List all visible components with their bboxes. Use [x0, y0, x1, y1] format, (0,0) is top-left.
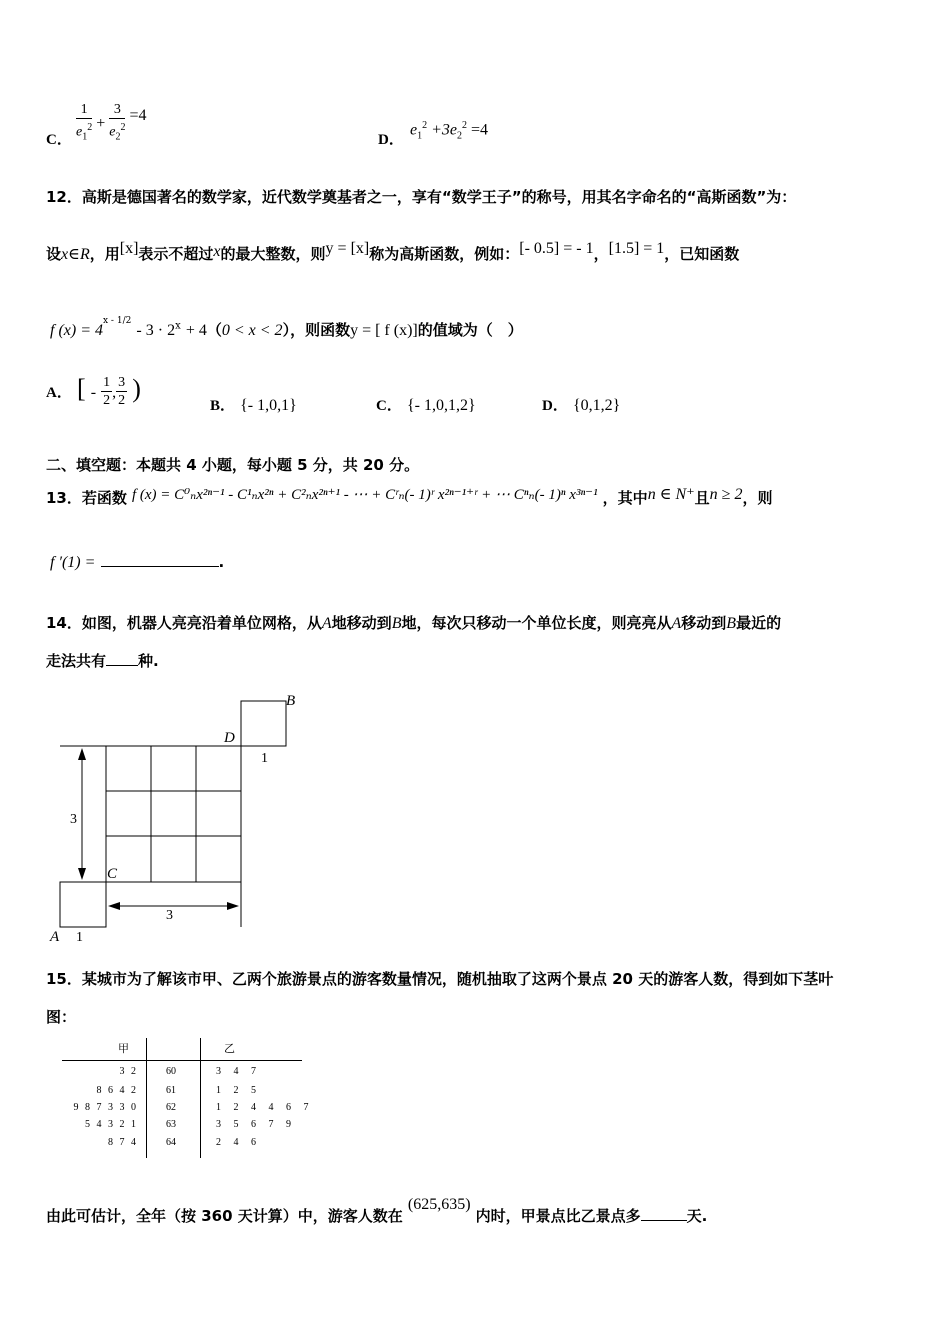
- figure-label-three-horizontal: 3: [166, 908, 173, 923]
- q14-stem-line1: 14．如图，机器人亮亮沿着单位网格，从A地移动到B地，每次只移动一个单位长度，则亮亮从A移动到B最近的: [46, 614, 782, 632]
- stem-leaf-right-row: 3 4 7: [216, 1066, 256, 1077]
- figure-label-b: B: [286, 693, 296, 709]
- figure-label-one-top: 1: [261, 751, 268, 766]
- q12-option-c[interactable]: C． {- 1,0,1,2}: [376, 397, 476, 414]
- q13-answer-blank[interactable]: [101, 566, 219, 567]
- stem-leaf-left-row: 5 4 3 2 1: [85, 1119, 136, 1130]
- q14-stem-line2: 走法共有 种.: [46, 652, 159, 670]
- stem-leaf-stem: 61: [166, 1085, 176, 1096]
- q12-option-a-text: [- 1/2 , 3/2): [46, 420, 51, 421]
- q13-answer: f ′(1) = .: [50, 553, 225, 571]
- stem-leaf-stem: 63: [166, 1119, 176, 1130]
- figure-label-three-vertical: 3: [70, 812, 77, 827]
- q12-option-a[interactable]: A． [ - $\frac{1}{2}$ , $\frac{3}{2}$ ): [46, 374, 141, 408]
- stem-leaf-right-row: 1 2 5: [216, 1085, 256, 1096]
- stem-leaf-left-header: 甲: [118, 1042, 129, 1055]
- figure-label-d: D: [224, 730, 235, 746]
- figure-label-one-bottom: 1: [76, 930, 83, 945]
- stem-leaf-right-row: 3 5 6 7 9: [216, 1119, 291, 1130]
- stem-leaf-plot: [48, 1034, 338, 1164]
- q11-option-c-expr: $\frac{1}{e_1^2}$ + $\frac{3}{e_2^2}$ =4: [76, 102, 147, 143]
- stem-leaf-header-line: [62, 1060, 302, 1061]
- stem-leaf-left-row: 9 8 7 3 3 0: [73, 1102, 136, 1113]
- q11-option-c-label: C．: [46, 132, 72, 148]
- q11-option-d-label: D．: [378, 132, 404, 148]
- stem-leaf-right-header: 乙: [224, 1042, 235, 1055]
- q12-stem-line2: 设x∈R，用[x]表示不超过x的最大整数，则y = [x]称为高斯函数，例如：[- 0.5] = - 1，[1.5] = 1，已知函数: [46, 240, 740, 263]
- q14-answer-blank[interactable]: [106, 665, 138, 666]
- figure-label-a: A: [50, 929, 60, 945]
- q15-stem-line2: 图：: [46, 1008, 77, 1026]
- q12-option-b[interactable]: B． {- 1,0,1}: [210, 397, 297, 414]
- q11-option-d-expr: $e_1^2 +3e_2^2 =4$: [410, 120, 489, 142]
- stem-leaf-stem: 62: [166, 1102, 176, 1113]
- stem-leaf-left-row: 3 2: [119, 1066, 136, 1077]
- q12-function-line: f $(x) = 4^{x - 1/2} - 3 \cdot 2^x + 4(0 < x < 2)$，则函数y = [ f (x)]的值域为（ ）: [50, 316, 523, 339]
- stem-leaf-stem: 60: [166, 1066, 176, 1077]
- stem-leaf-left-row: 8 6 4 2: [96, 1085, 136, 1096]
- stem-leaf-stem: 64: [166, 1137, 176, 1148]
- stem-leaf-right-row: 1 2 4 4 6 7: [216, 1102, 309, 1113]
- q15-answer-blank[interactable]: [641, 1220, 687, 1221]
- stem-leaf-right-row: 2 4 6: [216, 1137, 256, 1148]
- figure-label-c: C: [107, 866, 118, 882]
- q12-stem-line1: 12．高斯是德国著名的数学家，近代数学奠基者之一，享有“数学王子”的称号，用其名字命名的“高斯函数”为：: [46, 188, 797, 206]
- q13-stem: 13．若函数 f (x) = C⁰ₙx²ⁿ⁻¹ - C¹ₙx²ⁿ + C²ₙx²ⁿ⁺¹ - ⋯ + Cʳₙ(- 1)ʳ x²ⁿ⁻¹⁺ʳ + ⋯ Cⁿₙ(- 1)ⁿ x³ⁿ⁻¹ ，其中n ∈ N⁺且n ≥ 2，则: [46, 486, 773, 507]
- stem-leaf-divider-left: [146, 1038, 147, 1158]
- stem-leaf-left-row: 8 7 4: [108, 1137, 136, 1148]
- section-2-heading: 二、填空题：本题共 4 小题，每小题 5 分，共 20 分。: [46, 456, 420, 474]
- q14-grid-figure: [40, 686, 320, 948]
- stem-leaf-divider-right: [200, 1038, 201, 1158]
- q15-stem-line1: 15．某城市为了解该市甲、乙两个旅游景点的游客数量情况，随机抽取了这两个景点 20 天的游客人数，得到如下茎叶: [46, 970, 834, 988]
- q15-conclusion: 由此可估计，全年（按 360 天计算）中，游客人数在 (625,635) 内时，甲景点比乙景点多 天.: [46, 1196, 708, 1225]
- q12-option-d[interactable]: D． {0,1,2}: [542, 397, 621, 414]
